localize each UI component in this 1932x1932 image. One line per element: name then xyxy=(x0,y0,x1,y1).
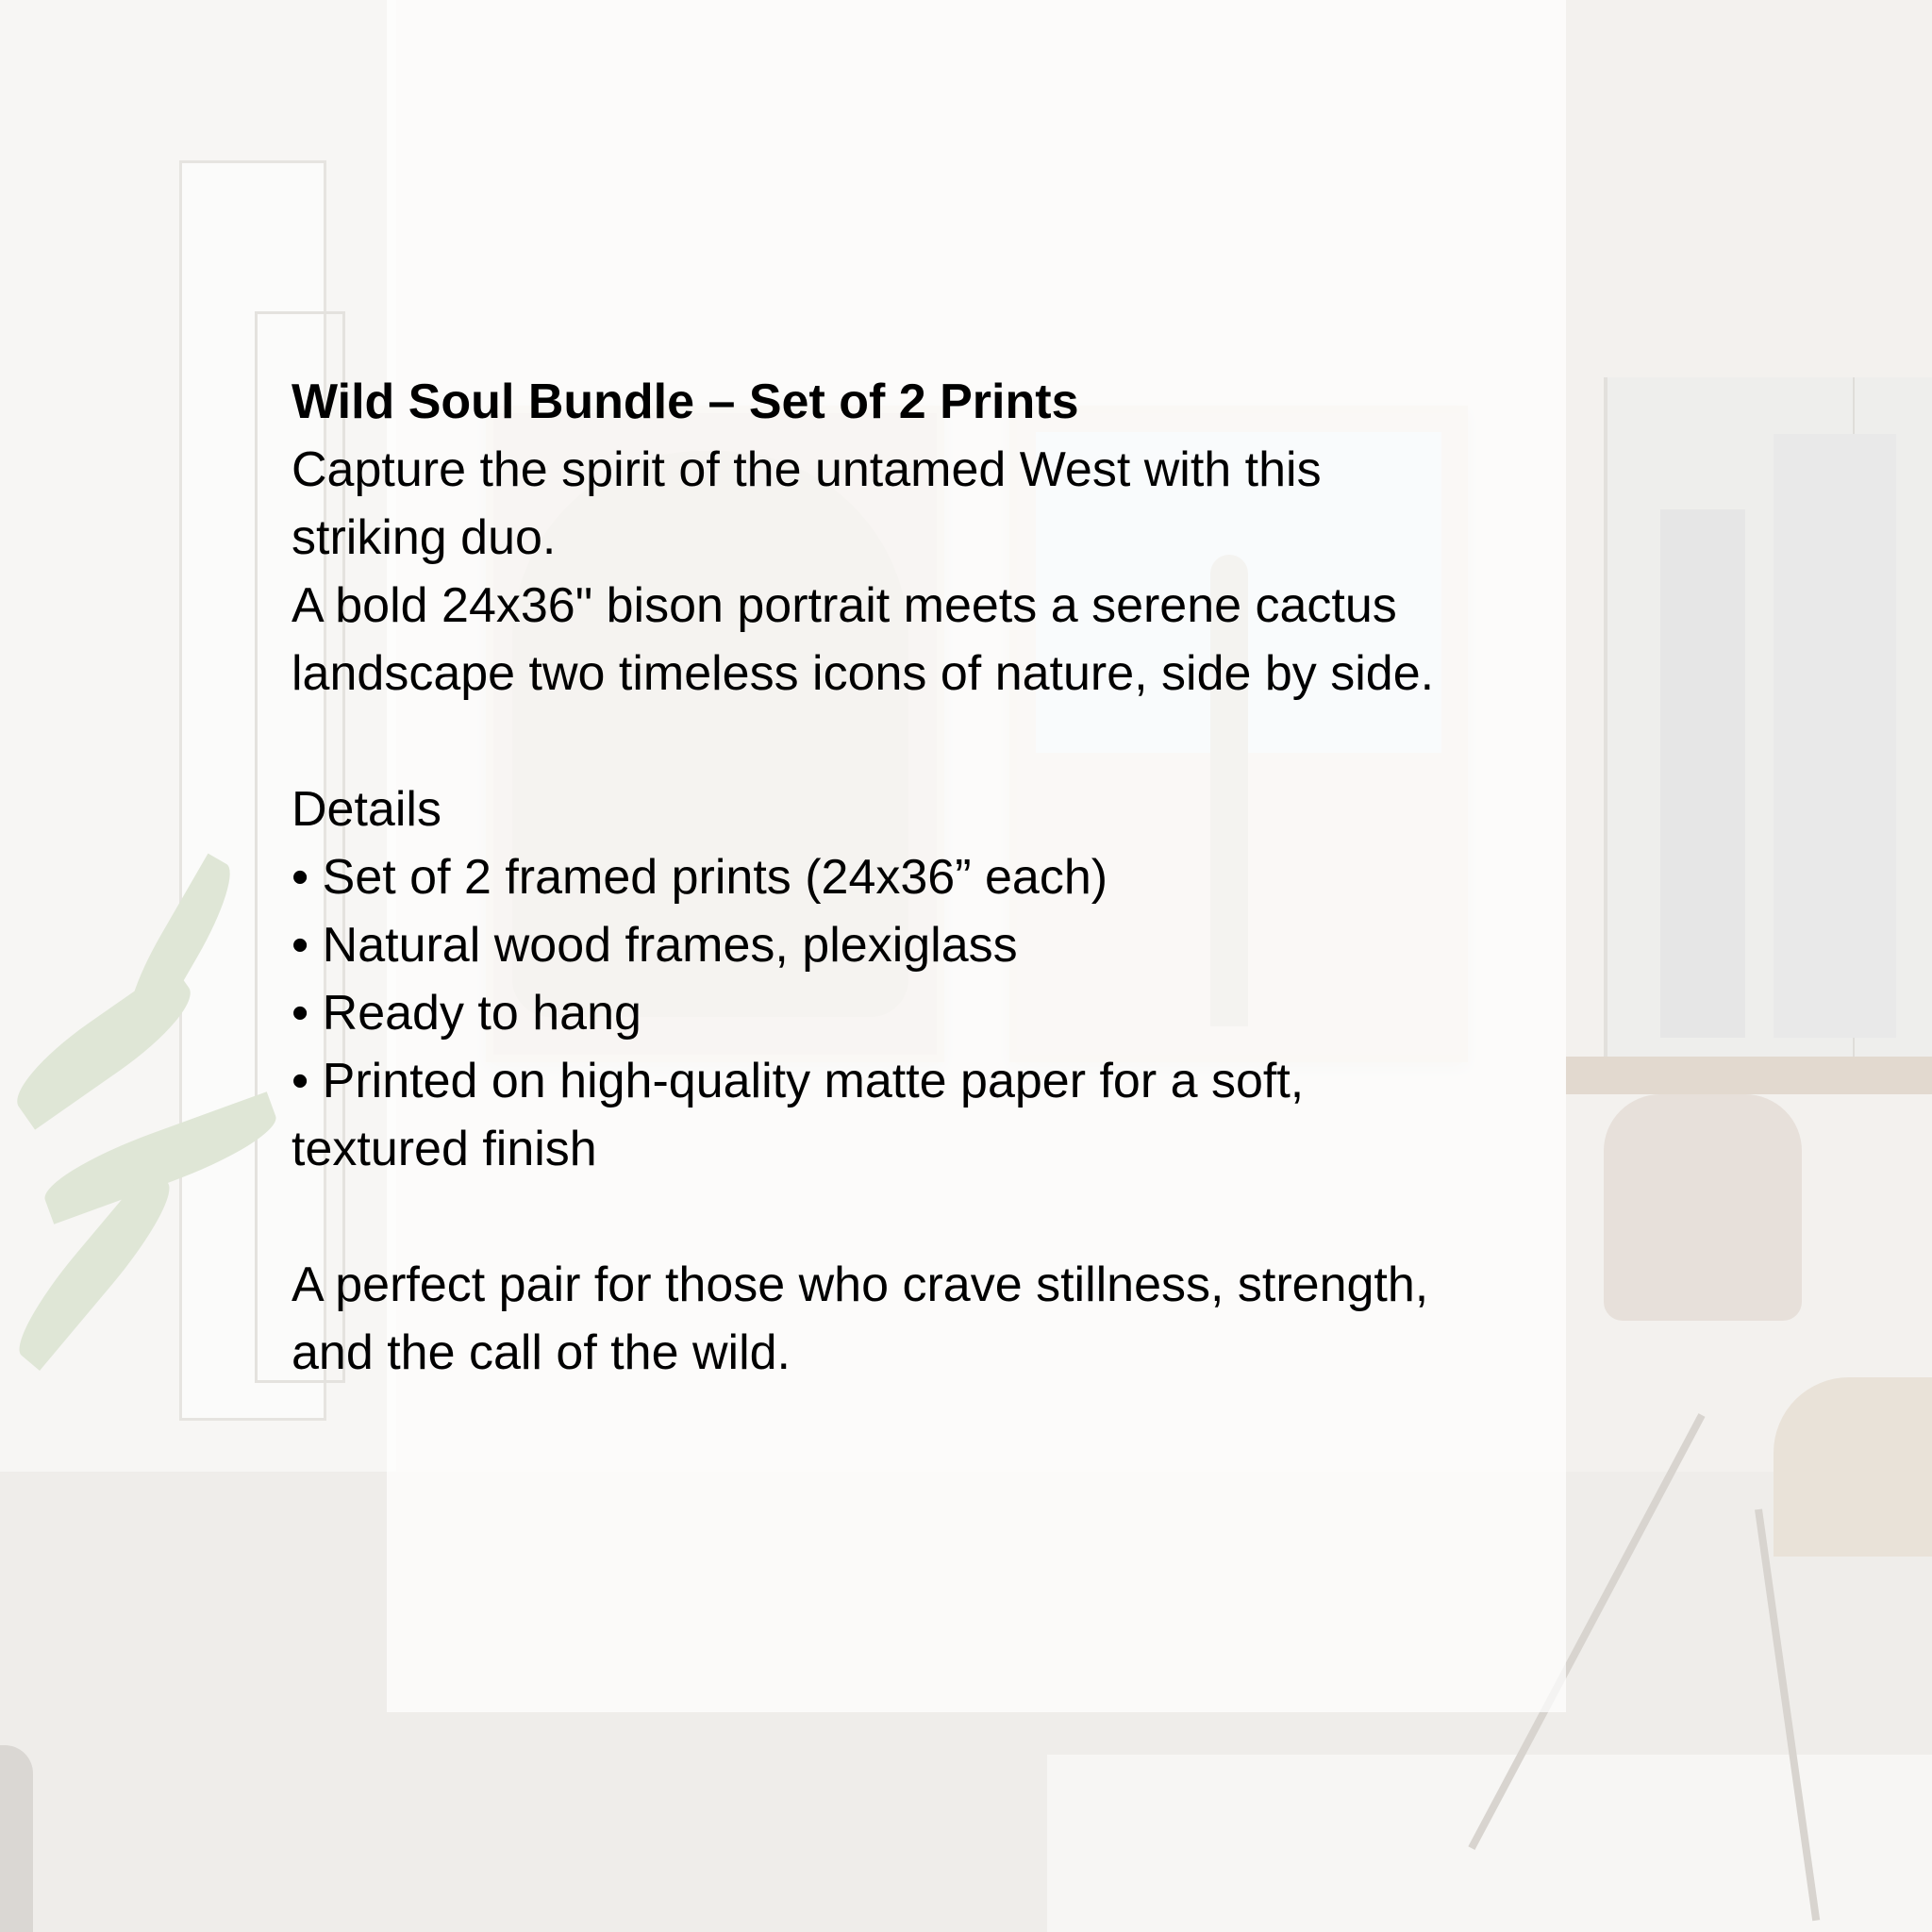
intro-line: A bold 24x36" bison portrait meets a serene cactus xyxy=(291,578,1397,633)
plant-pot xyxy=(0,1745,33,1932)
city-building xyxy=(1660,509,1745,1038)
details-item: • Natural wood frames, plexiglass xyxy=(291,918,1018,973)
details-heading: Details xyxy=(291,782,441,837)
intro-line: landscape two timeless icons of nature, side by side. xyxy=(291,646,1435,701)
wooden-chair xyxy=(1774,1377,1932,1557)
details-item: • Ready to hang xyxy=(291,986,641,1041)
spacer xyxy=(291,708,1641,775)
intro-line: striking duo. xyxy=(291,510,557,565)
city-building xyxy=(1774,434,1896,1038)
spacer xyxy=(291,1183,1641,1251)
details-item-continuation: textured finish xyxy=(291,1122,597,1176)
details-item: • Set of 2 framed prints (24x36” each) xyxy=(291,850,1108,905)
closing-line: and the call of the wild. xyxy=(291,1325,791,1380)
intro-line: Capture the spirit of the untamed West with this xyxy=(291,442,1322,497)
product-description xyxy=(291,368,1641,1387)
details-item: • Printed on high-quality matte paper for a soft, xyxy=(291,1054,1305,1108)
closing-line: A perfect pair for those who crave stillness, strength, xyxy=(291,1257,1429,1312)
product-title: Wild Soul Bundle – Set of 2 Prints xyxy=(291,375,1079,429)
